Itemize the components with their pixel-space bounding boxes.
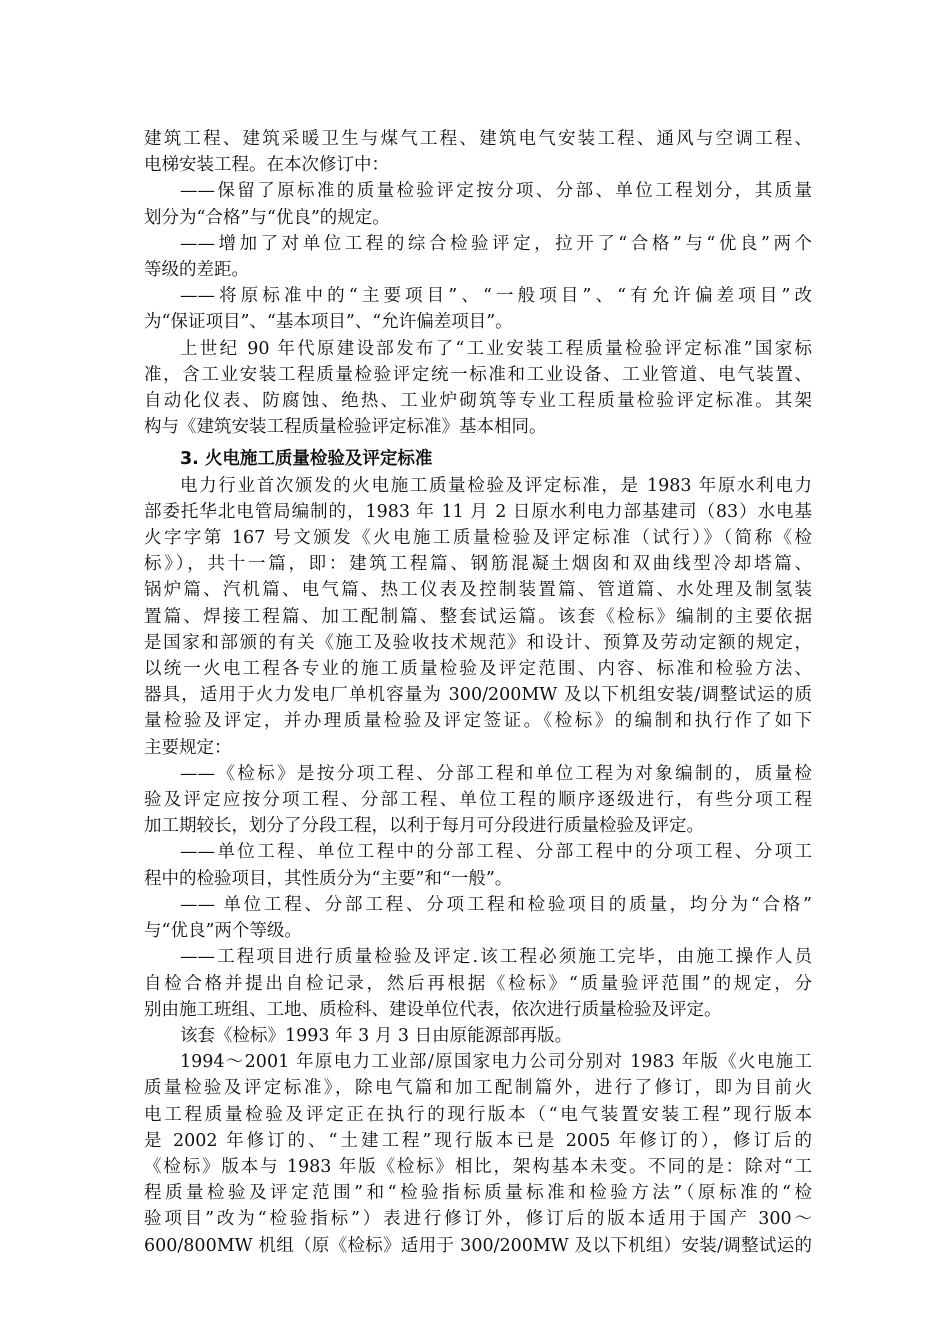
text-line: 别由施工班组、工地、质检科、建设单位代表，依次进行质量检验及评定。	[144, 999, 722, 1020]
text-line: 电力行业首次颁发的火电施工质量检验及评定标准，是 1983 年原水利电力	[180, 475, 812, 496]
paragraph	[144, 231, 812, 283]
text-line: 该套《检标》1993 年 3 月 3 日由原能源部再版。	[180, 1025, 573, 1046]
text-line: 自动化仪表、防腐蚀、绝热、工业炉砌筑等专业工程质量检验评定标准。其架	[144, 391, 812, 412]
paragraph	[144, 892, 812, 944]
text-line: 电梯安装工程。在本次修订中：	[144, 155, 389, 176]
text-line: 验项目”改为“检验指标”）表进行修订外，修订后的版本适用于国产 300～	[144, 1209, 812, 1230]
paragraph	[144, 126, 812, 178]
text-line: 锅炉篇、汽机篇、电气篇、热工仪表及控制装置篇、管道篇、水处理及制氢装	[144, 580, 812, 601]
paragraph	[144, 761, 812, 840]
text-line: 600/800MW 机组（原《检标》适用于 300/200MW 及以下机组）安装/调整试运的	[144, 1235, 812, 1256]
text-line: 程质量检验及评定范围”和“检验指标质量标准和检验方法”（原标准的“检	[144, 1183, 812, 1204]
text-line: 建筑工程、建筑采暖卫生与煤气工程、建筑电气安装工程、通风与空调工程、	[144, 129, 812, 149]
text-line: 置篇、焊接工程篇、加工配制篇、整套试运篇。该套《检标》编制的主要依据	[144, 606, 812, 627]
text-line: 质量检验及评定标准》，除电气篇和加工配制篇外，进行了修订，即为目前火	[144, 1078, 812, 1099]
paragraph	[144, 473, 812, 761]
text-line: 主要规定：	[144, 737, 232, 758]
text-line: 量检验及评定，并办理质量检验及评定签证。《检标》的编制和执行作了如下	[144, 711, 812, 732]
text-line: 与“优良”两个等级。	[144, 921, 302, 942]
text-line: 部委托华北电管局编制的，1983 年 11 月 2 日原水利电力部基建司（83）水电基	[144, 501, 812, 522]
text-line: 火字字第 167 号文颁发《火电施工质量检验及评定标准（试行）》（简称《检	[144, 528, 812, 549]
text-line: ——单位工程、单位工程中的分部工程、分部工程中的分项工程、分项工	[180, 842, 812, 863]
text-line: —— 单位工程、分部工程、分项工程和检验项目的质量，均分为“合格”	[180, 894, 812, 915]
text-line: 是国家和部颁的有关《施工及验收技术规范》和设计、预算及劳动定额的规定，	[144, 632, 812, 653]
text-line: 器具，适用于火力发电厂单机容量为 300/200MW 及以下机组安装/调整试运的质	[144, 685, 812, 706]
paragraph	[144, 336, 812, 441]
text-line: ——将原标准中的“主要项目”、“一般项目”、“有允许偏差项目”改	[180, 286, 812, 307]
section-heading	[144, 446, 812, 472]
text-line: 标》），共十一篇，即：建筑工程篇、钢筋混凝土烟囱和双曲线型冷却塔篇、	[144, 554, 812, 575]
text-line: 上世纪 90 年代原建设部发布了“工业安装工程质量检验评定标准”国家标	[180, 338, 812, 359]
paragraph	[144, 178, 812, 230]
text-line: 划分为“合格”与“优良”的规定。	[144, 207, 390, 228]
text-line: 程中的检验项目，其性质分为“主要”和“一般”。	[144, 868, 513, 889]
text-line: 验及评定应按分项工程、分部工程、单位工程的顺序逐级进行，有些分项工程	[144, 790, 812, 811]
text-line: 1994～2001 年原电力工业部/原国家电力公司分别对 1983 年版《火电施工	[180, 1052, 812, 1073]
paragraph	[144, 1023, 812, 1049]
paragraph	[144, 944, 812, 1023]
text-line: 自检合格并提出自检记录，然后再根据《检标》“质量验评范围”的规定，分	[144, 973, 812, 994]
paragraph	[144, 1049, 812, 1259]
text-line: 电工程质量检验及评定正在执行的现行版本（“电气装置安装工程”现行版本	[144, 1104, 812, 1125]
text-line: ——增加了对单位工程的综合检验评定，拉开了“合格”与“优良”两个	[180, 233, 812, 254]
text-line: ——《检标》是按分项工程、分部工程和单位工程为对象编制的，质量检	[180, 763, 812, 784]
text-line: 加工期较长，划分了分段工程，以利于每月可分段进行质量检验及评定。	[144, 816, 704, 837]
text-line: 以统一火电工程各专业的施工质量检验及评定范围、内容、标准和检验方法、	[144, 659, 812, 680]
text-line: 为“保证项目”、“基本项目”、“允许偏差项目”。	[144, 312, 513, 333]
paragraph	[144, 839, 812, 891]
text-line: 构与《建筑安装工程质量检验评定标准》基本相同。	[144, 417, 547, 438]
paragraph	[144, 283, 812, 335]
document-page	[144, 126, 812, 1259]
heading-text: 3. 火电施工质量检验及评定标准	[180, 449, 433, 470]
text-line: ——工程项目进行质量检验及评定.该工程必须施工完毕，由施工操作人员	[180, 947, 812, 968]
text-line: 准，含工业安装工程质量检验评定统一标准和工业设备、工业管道、电气装置、	[144, 364, 812, 385]
text-line: 是 2002 年修订的、“土建工程”现行版本已是 2005 年修订的），修订后的	[144, 1130, 812, 1151]
text-line: 《检标》版本与 1983 年版《检标》相比，架构基本未变。不同的是：除对“工	[144, 1156, 812, 1177]
text-line: 等级的差距。	[144, 260, 249, 281]
text-line: ——保留了原标准的质量检验评定按分项、分部、单位工程划分，其质量	[180, 181, 812, 202]
